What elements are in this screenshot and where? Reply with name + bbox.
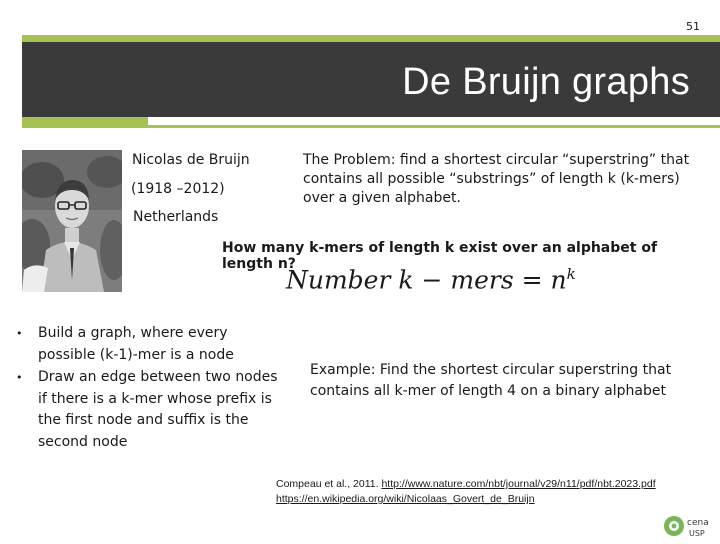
logo-text-cena: cena — [687, 518, 709, 528]
bullet-text: Build a graph, where every possible (k-1)-mer is a node — [38, 325, 234, 363]
portrait-image — [22, 150, 122, 292]
person-years: (1918 –2012) — [131, 181, 225, 197]
references — [276, 477, 716, 507]
kmer-count-formula — [286, 265, 576, 294]
slide-title: De Bruijn graphs — [402, 61, 690, 103]
top-accent-bar — [22, 35, 720, 42]
problem-statement: The Problem: find a shortest circular “superstring” that contains all possible “substrings” of length k (k-mers) over a given alphabet. — [303, 152, 690, 206]
logo-mark — [662, 508, 720, 540]
accent-block — [22, 117, 148, 128]
formula-exponent: k — [566, 265, 576, 283]
title-bar-top-strip — [22, 42, 720, 51]
nature-paper-link[interactable]: http://www.nature.com/nbt/journal/v29/n11/pdf/nbt.2023.pdf — [381, 478, 656, 490]
bullet-list — [16, 323, 281, 454]
portrait-photo — [22, 150, 122, 292]
bullet-icon: • — [16, 371, 23, 384]
example-text: Example: Find the shortest circular superstring that contains all k-mer of length 4 on a binary alphabet — [310, 362, 672, 399]
formula-expression: Number k − mers = n — [286, 265, 567, 295]
bullet-icon: • — [16, 327, 23, 340]
slide-number: 51 — [686, 20, 700, 33]
bullet-item — [16, 367, 281, 453]
question-text: How many k-mers of length k exist over an alphabet of length n? — [222, 240, 658, 272]
person-country: Netherlands — [133, 209, 219, 225]
accent-line — [148, 125, 720, 128]
wikipedia-link[interactable]: https://en.wikipedia.org/wiki/Nicolaas_Govert_de_Bruijn — [276, 493, 535, 505]
bullet-item — [16, 323, 281, 366]
cena-usp-logo — [662, 508, 720, 540]
bullet-text: Draw an edge between two nodes if there is a k-mer whose prefix is the first node and suffix is the second node — [38, 369, 278, 450]
person-name: Nicolas de Bruijn — [132, 152, 250, 168]
citation-text: Compeau et al., 2011. — [276, 478, 379, 490]
logo-text-usp: USP — [689, 529, 705, 538]
